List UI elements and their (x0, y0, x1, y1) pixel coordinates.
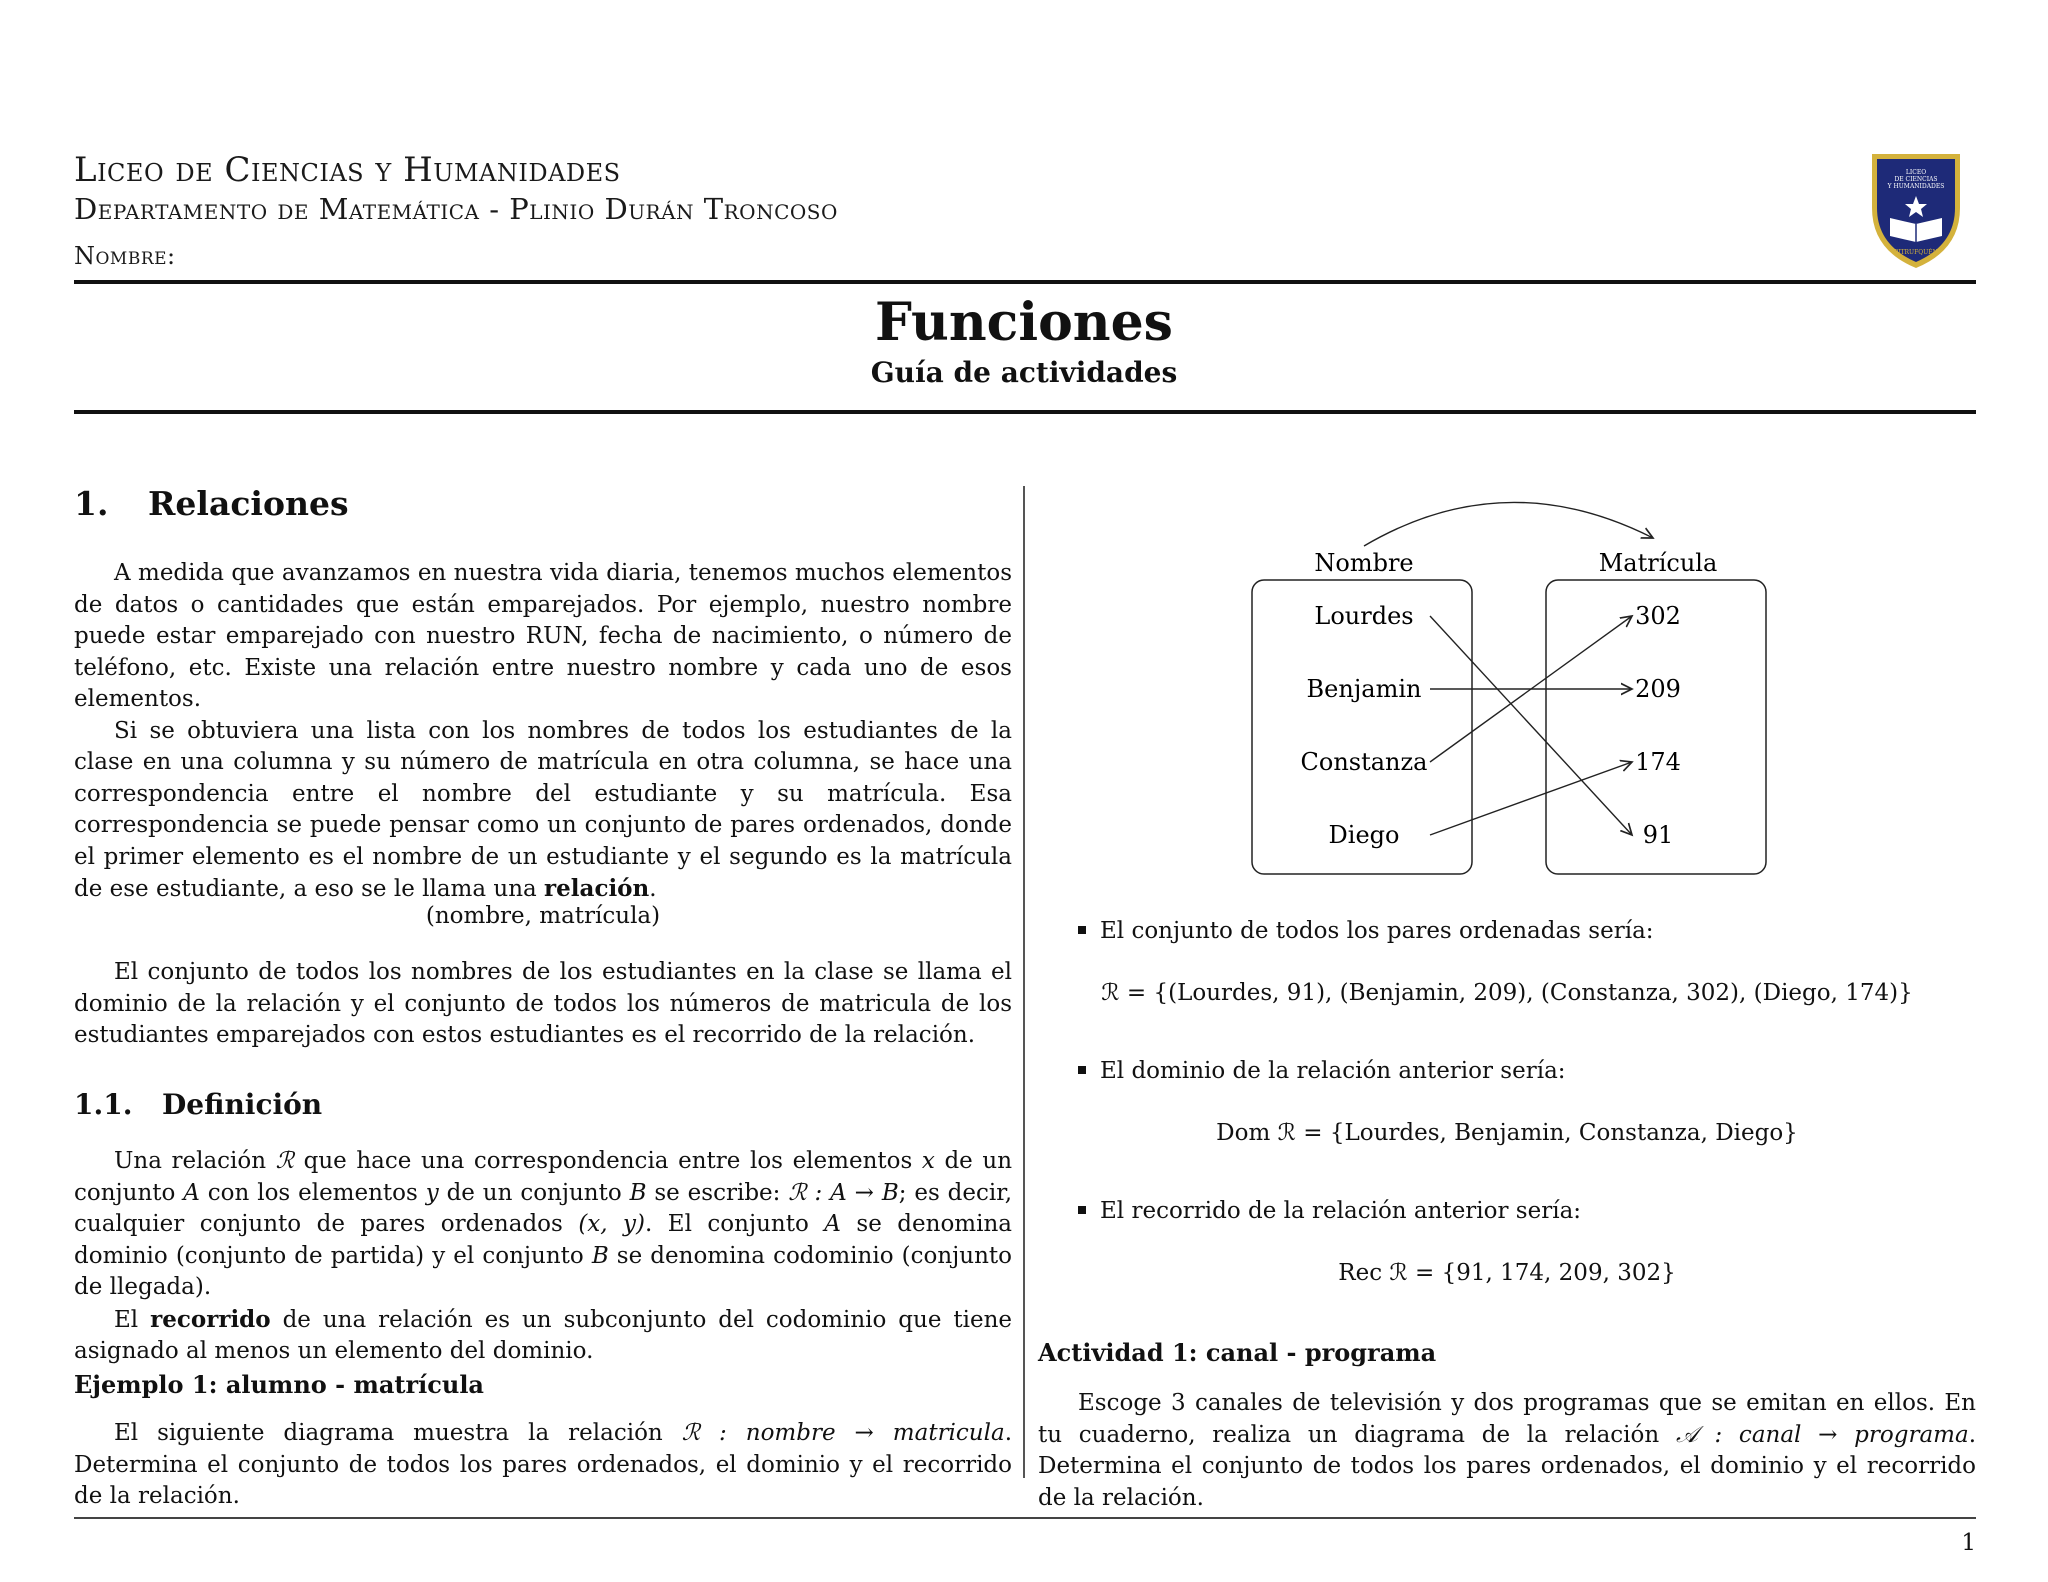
activity-1-map: 𝒜 : canal → programa (1675, 1421, 1969, 1448)
example-1-text (74, 1418, 1012, 1513)
paragraph-2-end: . (649, 876, 657, 902)
activity-1-block (1038, 1388, 1976, 1514)
def-text: de un conjunto (74, 1148, 1013, 1206)
footer-rule (74, 1517, 1976, 1519)
def-text: se denomina codominio (conjunto de llegada). (74, 1242, 1012, 1300)
paragraph-3-block (74, 957, 1012, 1052)
paragraph-2-bold: relación (544, 875, 650, 902)
codomain-element-302: 302 (1635, 602, 1681, 630)
page-number: 1 (1961, 1530, 1976, 1556)
diagram-right-label: Matrícula (1598, 549, 1718, 577)
formula-pairs: ℛ = {(Lourdes, 91), (Benjamin, 209), (Constanza, 302), (Diego, 174)} (1101, 980, 1913, 1006)
def-text: con los elementos (199, 1179, 426, 1206)
example-1-text-a: El siguiente diagrama muestra la relación (114, 1420, 682, 1446)
paragraph-1: A medida que avanzamos en nuestra vida diaria, tenemos muchos elementos de datos o cantidades que están emparejados. Por ejemplo, nuestro nombre puede estar emparejado con nuestro RUN, fecha de nacimiento, o número de teléfono, etc. Existe una relación entre nuestro nombre y cada uno de esos elementos. (74, 560, 1012, 712)
crest-text-2: DE CIENCIAS (1894, 176, 1938, 183)
def-text: de un conjunto (438, 1179, 630, 1206)
example-1-title: Ejemplo 1: alumno - matrícula (74, 1370, 484, 1399)
def-math: A (824, 1211, 841, 1237)
def-text: se denomina dominio (conjunto de partida) y el conjunto (74, 1211, 1012, 1269)
section-1-heading (74, 484, 1012, 523)
formula-domain: Dom ℛ = {Lourdes, Benjamin, Constanza, Diego} (1216, 1120, 1798, 1146)
definition-paragraph (74, 1146, 1012, 1304)
bullet-marker (1078, 1206, 1086, 1214)
codomain-element-174: 174 (1635, 748, 1681, 776)
section-1-title: Relaciones (148, 484, 349, 523)
recorrido-paragraph (74, 1304, 1012, 1368)
doc-title: Funciones (875, 292, 1173, 353)
def-text: se escribe: (646, 1179, 789, 1206)
relation-arrow-lourdes-91 (1430, 616, 1632, 835)
codomain-element-91: 91 (1642, 821, 1674, 849)
def-text: . El conjunto (645, 1211, 825, 1237)
bullet-range (1078, 1198, 1976, 1224)
bullet-pairs-text: El conjunto de todos los pares ordenadas sería: (1100, 918, 1654, 944)
bullet-marker (1078, 1066, 1086, 1074)
section-1-1-number: 1.1. (74, 1088, 133, 1121)
activity-1-title: Actividad 1: canal - programa (1038, 1338, 1437, 1367)
formula-range: Rec ℛ = {91, 174, 209, 302} (1338, 1260, 1676, 1286)
activity-1-text-b: . Determina el conjunto de todos los pares ordenados, el dominio y el recorrido de la relación. (1038, 1421, 1976, 1511)
crest-text-bottom: PITRUFQUÉN (1894, 249, 1938, 256)
section-1-number: 1. (74, 484, 109, 523)
school-name: Liceo de Ciencias y Humanidades (74, 150, 621, 190)
def-math: B (629, 1179, 647, 1206)
pair-formula: (nombre, matrícula) (425, 903, 661, 929)
def-math: y (425, 1179, 439, 1206)
def-math: A (183, 1179, 200, 1206)
def-math: (x, y) (578, 1211, 646, 1237)
paragraph-2-text: Si se obtuviera una lista con los nombres de todos los estudiantes de la clase en una columna y su número de matrícula en otra columna, se hace una correspondencia entre el nombre del estudiante y su matrícula. Esa correspondencia se puede pensar como un conjunto de pares ordenados, donde el primer elemento es el nombre de un estudiante y el segundo es la matrícula de ese estudiante, a eso se le llama una (74, 717, 1012, 902)
domain-element-lourdes: Lourdes (1314, 602, 1414, 630)
def-math: x (921, 1148, 935, 1174)
relation-arrow-diego-174 (1430, 762, 1632, 835)
example-1-text-b: . Determina el conjunto de todos los pares ordenados, el dominio y el recorrido de la relación. (74, 1420, 1012, 1509)
example-1-map: ℛ : nombre → matricula (681, 1420, 1005, 1446)
domain-element-constanza: Constanza (1300, 748, 1428, 776)
crest-text-3: Y HUMANIDADES (1887, 183, 1945, 190)
paragraph-3: El conjunto de todos los nombres de los estudiantes en la clase se llama el dominio de la relación y el conjunto de todos los números de matricula de los estudiantes emparejados con estos estudiantes es el recorrido de la relación. (74, 959, 1012, 1048)
doc-subtitle: Guía de actividades (870, 356, 1178, 389)
bullet-marker (1078, 926, 1086, 934)
diagram-left-label: Nombre (1314, 549, 1414, 577)
department-name: Departamento de Matemática - Plinio Durán Troncoso (74, 192, 838, 226)
bullet-range-text: El recorrido de la relación anterior sería: (1100, 1198, 1582, 1224)
school-crest-icon (1868, 146, 1964, 272)
def-text: ; es decir, cualquier conjunto de pares ordenados (74, 1179, 1013, 1237)
definition-block (74, 1146, 1012, 1368)
recorrido-text-b: de una relación es un subconjunto del codominio que tiene asignado al menos un elemento del dominio. (74, 1306, 1013, 1364)
column-separator (1023, 486, 1025, 1478)
def-math: ℛ (275, 1148, 295, 1174)
top-curved-arrow (1364, 502, 1653, 546)
codomain-element-209: 209 (1635, 675, 1681, 703)
relation-diagram (1240, 488, 1780, 884)
activity-1-text (1038, 1388, 1976, 1514)
def-math: B (591, 1242, 609, 1269)
bullet-domain-text: El dominio de la relación anterior sería: (1100, 1058, 1566, 1084)
crest-text-1: LICEO (1905, 169, 1927, 176)
domain-element-benjamin: Benjamin (1306, 675, 1422, 703)
activity-1-text-a: Escoge 3 canales de televisión y dos programas que se emitan en ellos. En tu cuaderno, realiza un diagrama de la relación (1038, 1390, 1976, 1448)
header-rule (74, 280, 1976, 284)
def-text: Una relación (114, 1148, 276, 1174)
domain-element-diego: Diego (1328, 821, 1400, 849)
paragraph-2 (74, 716, 1012, 906)
section-1-1-title: Definición (162, 1088, 323, 1121)
def-math: ℛ : A → B (788, 1179, 899, 1206)
recorrido-text-a: El (114, 1306, 139, 1333)
section-1-1-heading (74, 1088, 1012, 1121)
recorrido-bold: recorrido (150, 1305, 271, 1333)
title-rule (74, 410, 1976, 414)
name-label: Nombre: (74, 242, 176, 270)
def-text: que hace una correspondencia entre los elementos (294, 1148, 922, 1174)
example-1-block (74, 1418, 1012, 1513)
intro-paragraphs (74, 558, 1012, 906)
bullet-domain (1078, 1058, 1976, 1084)
bullet-pairs (1078, 918, 1976, 944)
